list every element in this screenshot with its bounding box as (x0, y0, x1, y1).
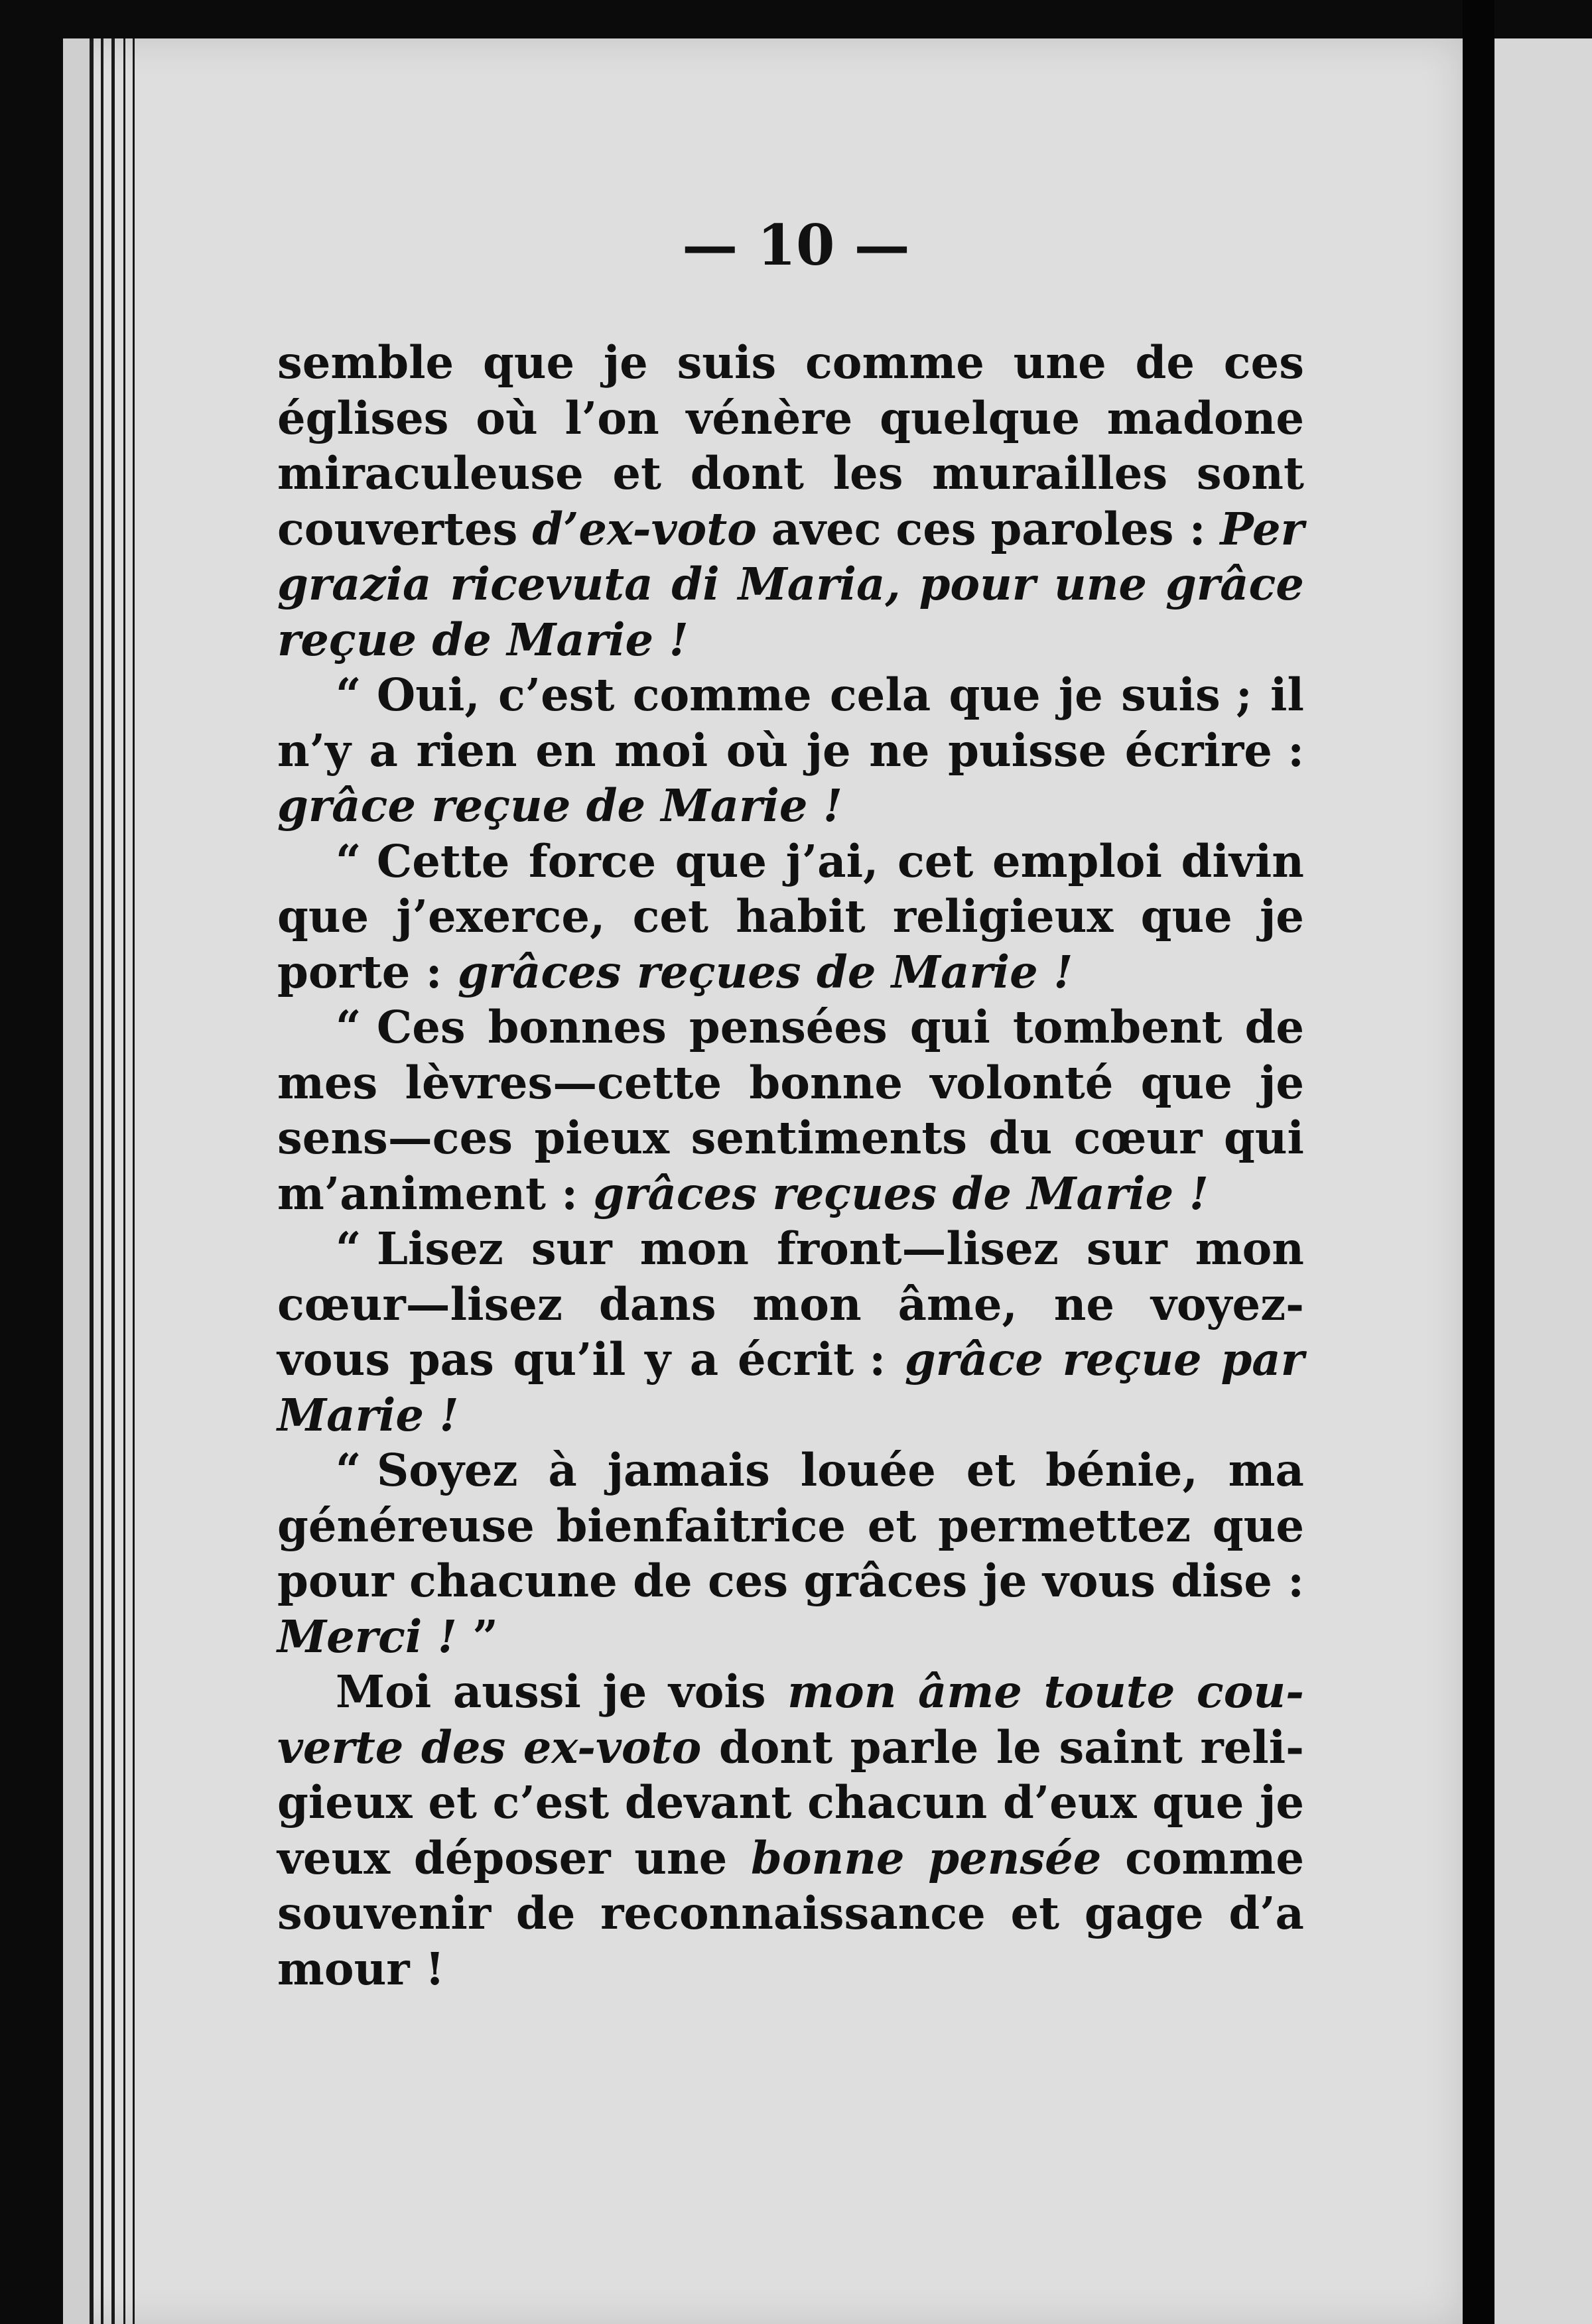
word: habit (736, 890, 866, 942)
page-number: — 10 — (682, 212, 910, 278)
word: grâce (1165, 558, 1304, 610)
word: reli- (1200, 1720, 1304, 1774)
word: cœur—lisez (277, 1277, 563, 1330)
text-line (277, 1221, 1304, 1277)
word: devant (624, 1776, 792, 1829)
word: que (675, 834, 767, 887)
word: le (996, 1720, 1041, 1774)
word: de (586, 779, 646, 832)
word: vénère (686, 391, 853, 444)
word: grâces (593, 1167, 758, 1220)
word: de (432, 613, 492, 666)
word: où (726, 724, 789, 777)
word: églises (277, 391, 449, 444)
text-line (277, 667, 1304, 723)
word: religieux (892, 890, 1114, 942)
word: tombent (1012, 1001, 1223, 1053)
word: sentiments (691, 1112, 968, 1164)
word: Moi (336, 1665, 432, 1718)
text-line (277, 1498, 1304, 1554)
scan-border (1463, 0, 1494, 2324)
word: mon (752, 1277, 862, 1330)
word: Marie ! (277, 1388, 459, 1441)
word: une (1054, 558, 1148, 610)
word: mon (1195, 1222, 1304, 1275)
word: miraculeuse (277, 447, 584, 499)
page-edge (90, 38, 94, 2324)
word: volonté (930, 1056, 1114, 1109)
word: pensées (689, 1001, 888, 1053)
word: ne (869, 724, 930, 777)
word: ” (472, 1610, 498, 1663)
text-line (277, 1388, 1304, 1443)
word: c’est (498, 669, 615, 721)
word: veux (277, 1831, 391, 1884)
word: Marie ! (1027, 1167, 1209, 1220)
word: souvenir (277, 1887, 492, 1939)
word: pensée (928, 1831, 1102, 1884)
word: verte (277, 1720, 404, 1774)
word: avec (771, 502, 882, 555)
text-line (277, 446, 1304, 501)
word: que (1140, 1056, 1232, 1109)
word: que (1212, 1499, 1304, 1552)
text-line (277, 1664, 1304, 1720)
word: “ Oui, (336, 669, 480, 721)
word: qui (909, 1001, 990, 1053)
word: reçues (636, 945, 801, 998)
word: madone (1106, 391, 1304, 444)
word: bienfaitrice (556, 1499, 846, 1552)
word: couvertes (277, 502, 518, 555)
word: que (1140, 890, 1232, 942)
word: de (952, 1167, 1012, 1220)
word: l’on (564, 391, 659, 444)
word: sur (531, 1222, 612, 1275)
word: les (832, 447, 903, 499)
text-line (277, 1886, 1304, 1941)
word: c’est (492, 1776, 610, 1829)
word: force (528, 834, 657, 887)
word: bonne (749, 1056, 903, 1109)
word: jamais (607, 1444, 770, 1496)
word: m’animent : (277, 1167, 578, 1220)
word: âme (917, 1665, 1022, 1718)
text-line (277, 556, 1304, 612)
word: et (612, 447, 661, 499)
word: dont (690, 447, 804, 499)
word: emploi (992, 834, 1162, 887)
word: cet (632, 890, 708, 942)
page-binding (63, 38, 90, 2324)
word: pour (919, 558, 1036, 610)
word: que (949, 669, 1041, 721)
word: dise : (1171, 1555, 1304, 1607)
word: comme (805, 336, 984, 389)
word: n’y (277, 724, 351, 777)
word: vous (1042, 1555, 1156, 1607)
text-line (277, 612, 1304, 668)
word: chacun (807, 1776, 988, 1829)
word: saint (1059, 1720, 1183, 1774)
word: des (421, 1720, 506, 1774)
word: suis ; (1121, 669, 1252, 721)
word: moi (614, 724, 708, 777)
facing-page-strip (1494, 38, 1592, 2324)
word: reçue (1062, 1333, 1202, 1386)
word: de (633, 1555, 693, 1607)
word: sens—ces (277, 1112, 513, 1164)
text-line (277, 391, 1304, 446)
word: mour ! (277, 1942, 445, 1995)
word: que (1152, 1776, 1244, 1829)
word: que (482, 336, 575, 389)
word: aussi (452, 1665, 581, 1718)
word: je (1260, 1056, 1304, 1109)
word: ces (707, 1555, 789, 1607)
word: reconnaissance (600, 1887, 986, 1939)
word: une (1013, 336, 1106, 389)
word: Merci ! (277, 1610, 458, 1663)
word: écrire : (1124, 724, 1304, 777)
word: reçues (772, 1167, 937, 1220)
word: ma (1228, 1444, 1304, 1496)
word: de (816, 945, 876, 998)
word: vois (668, 1665, 766, 1718)
text-line (277, 1941, 1304, 1997)
word: j’ai, (785, 834, 879, 887)
word: où (476, 391, 538, 444)
word: qu’il (513, 1333, 626, 1386)
word: une (634, 1831, 728, 1884)
word: reçue (277, 613, 417, 666)
word: pour (277, 1555, 394, 1607)
word: grâces (803, 1555, 968, 1607)
word: ces (896, 502, 976, 555)
word: Marie ! (891, 945, 1073, 998)
text-line (277, 1055, 1304, 1111)
word: âme, (897, 1277, 1018, 1330)
word: il (1270, 669, 1304, 721)
word: de (1135, 336, 1195, 389)
page-edge (111, 38, 115, 2324)
word: je (1260, 890, 1304, 942)
text-line (277, 1332, 1304, 1388)
word: quelque (880, 391, 1080, 444)
word: en (535, 724, 596, 777)
word: bonne (750, 1831, 905, 1884)
word: Marie ! (661, 779, 843, 832)
text-line (277, 944, 1304, 1000)
text-line (277, 834, 1304, 889)
word: murailles (932, 447, 1168, 499)
word: bénie, (1045, 1444, 1198, 1496)
word: et (428, 1776, 477, 1829)
word: pas (409, 1333, 494, 1386)
word: ricevuta (450, 558, 653, 610)
text-line (277, 1277, 1304, 1332)
word: Maria, (738, 558, 901, 610)
text-line (277, 1831, 1304, 1886)
word: écrit : (737, 1333, 886, 1386)
word: “ Lisez (336, 1222, 503, 1275)
word: je (982, 1555, 1028, 1607)
word: qui (1223, 1112, 1304, 1164)
page-edge (123, 38, 125, 2324)
word: je (603, 336, 648, 389)
word: grâce (904, 1333, 1043, 1386)
word: bonnes (488, 1001, 667, 1053)
word: dans (598, 1277, 716, 1330)
word: j’exerce, (396, 890, 606, 942)
body-text (277, 335, 1304, 1996)
word: généreuse (277, 1499, 535, 1552)
word: y (645, 1333, 671, 1386)
word: et (867, 1499, 917, 1552)
word: divin (1181, 834, 1304, 887)
word: je (602, 1665, 647, 1718)
word: comme (1125, 1831, 1304, 1884)
word: cela (829, 669, 931, 721)
word: “ Cette (336, 834, 510, 887)
word: rien (416, 724, 517, 777)
word: a (369, 724, 398, 777)
word: cet (897, 834, 974, 887)
text-line (277, 1110, 1304, 1166)
word: voyez- (1150, 1277, 1304, 1330)
text-line (277, 1775, 1304, 1831)
word: louée (800, 1444, 936, 1496)
text-line (277, 501, 1304, 557)
word: à (548, 1444, 577, 1496)
word: mon (787, 1665, 897, 1718)
page-edge (133, 38, 135, 2324)
word: je (806, 724, 851, 777)
word: cou- (1196, 1665, 1304, 1718)
word: pieux (534, 1112, 670, 1164)
word: déposer (413, 1831, 611, 1884)
word: sont (1196, 447, 1304, 499)
word: comme (632, 669, 812, 721)
word: chacune (409, 1555, 618, 1607)
text-line (277, 335, 1304, 391)
word: et (1010, 1887, 1060, 1939)
word: paroles : (990, 502, 1206, 555)
word: ex-voto (523, 1720, 702, 1774)
word: d’eux (1002, 1776, 1137, 1829)
word: di (671, 558, 720, 610)
word: ne (1053, 1277, 1115, 1330)
scan-border (1494, 0, 1592, 38)
word: mes (277, 1056, 378, 1109)
text-line (277, 723, 1304, 779)
word: Per (1220, 502, 1304, 555)
word: puisse (948, 724, 1107, 777)
word: de (515, 1887, 576, 1939)
word: je (1260, 1776, 1304, 1829)
word: gieux (277, 1776, 413, 1829)
word: que (277, 890, 369, 942)
word: de (1244, 1001, 1304, 1053)
text-line (277, 778, 1304, 834)
word: “ Soyez (336, 1444, 518, 1496)
word: cœur (1073, 1112, 1203, 1164)
word: d’a (1228, 1887, 1304, 1939)
word: suis (677, 336, 777, 389)
word: reçue (431, 779, 571, 832)
word: “ Ces (336, 1001, 466, 1053)
text-line (277, 1553, 1304, 1609)
text-line (277, 889, 1304, 944)
word: semble (277, 336, 454, 389)
page-edge (101, 38, 103, 2324)
word: Marie ! (507, 613, 689, 666)
word: et (966, 1444, 1016, 1496)
text-line (277, 1609, 1304, 1665)
text-line (277, 1000, 1304, 1055)
word: grâce (277, 779, 416, 832)
word: front—lisez (777, 1222, 1059, 1275)
word: je (1058, 669, 1103, 721)
word: gage (1084, 1887, 1204, 1939)
word: ces (1223, 336, 1304, 389)
word: lèvres—cette (405, 1056, 722, 1109)
word: sur (1086, 1222, 1167, 1275)
word: a (689, 1333, 719, 1386)
text-line (277, 1443, 1304, 1498)
word: toute (1043, 1665, 1175, 1718)
word: par (1221, 1333, 1304, 1386)
text-line (277, 1720, 1304, 1775)
word: parle (850, 1720, 979, 1774)
word: du (988, 1112, 1053, 1164)
word: permettez (938, 1499, 1191, 1552)
word: grâces (457, 945, 622, 998)
word: dont (718, 1720, 833, 1774)
word: vous (277, 1333, 391, 1386)
text-line (277, 1166, 1304, 1222)
word: d’ex-voto (532, 502, 757, 555)
word: porte : (277, 945, 442, 998)
word: mon (639, 1222, 749, 1275)
word: grazia (277, 558, 432, 610)
